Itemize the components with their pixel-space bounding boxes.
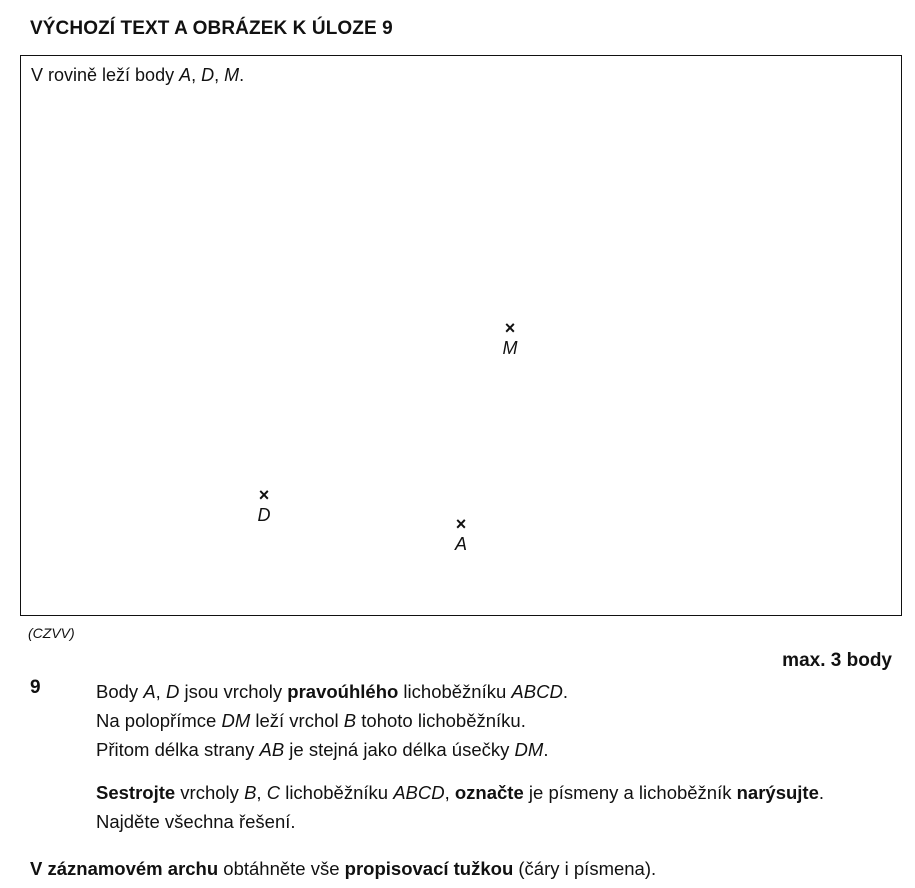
figure-intro-text: V rovině leží body A, D, M. <box>31 65 245 85</box>
task-text <box>96 677 896 836</box>
figure-box <box>20 55 902 616</box>
point-d <box>244 485 284 535</box>
point-label: D <box>257 505 271 525</box>
max-points: max. 3 body <box>782 650 892 671</box>
cross-marker-icon: × <box>258 485 270 505</box>
source-note: (CZVV) <box>28 625 75 641</box>
point-m <box>490 318 530 368</box>
point-label: A <box>454 534 467 554</box>
task-line-3: Přitom délka strany AB je stejná jako délka úsečky DM. <box>96 739 549 760</box>
section-heading: VÝCHOZÍ TEXT A OBRÁZEK K ÚLOZE 9 <box>30 18 393 39</box>
task-line-5: Najděte všechna řešení. <box>96 811 296 832</box>
cross-marker-icon: × <box>455 514 467 534</box>
cross-marker-icon: × <box>504 318 516 338</box>
task-line-1: Body A, D jsou vrcholy pravoúhlého lichoběžníku ABCD. <box>96 681 568 702</box>
point-a <box>441 514 481 564</box>
instruction-text: V záznamovém archu obtáhněte vše propisovací tužkou (čáry i písmena). <box>30 858 657 879</box>
task-line-2: Na polopřímce DM leží vrchol B tohoto lichoběžníku. <box>96 710 526 731</box>
task-line-4: Sestrojte vrcholy B, C lichoběžníku ABCD, označte je písmeny a lichoběžník narýsujte. <box>96 782 825 803</box>
point-label: M <box>502 338 518 358</box>
task-number: 9 <box>30 677 41 698</box>
